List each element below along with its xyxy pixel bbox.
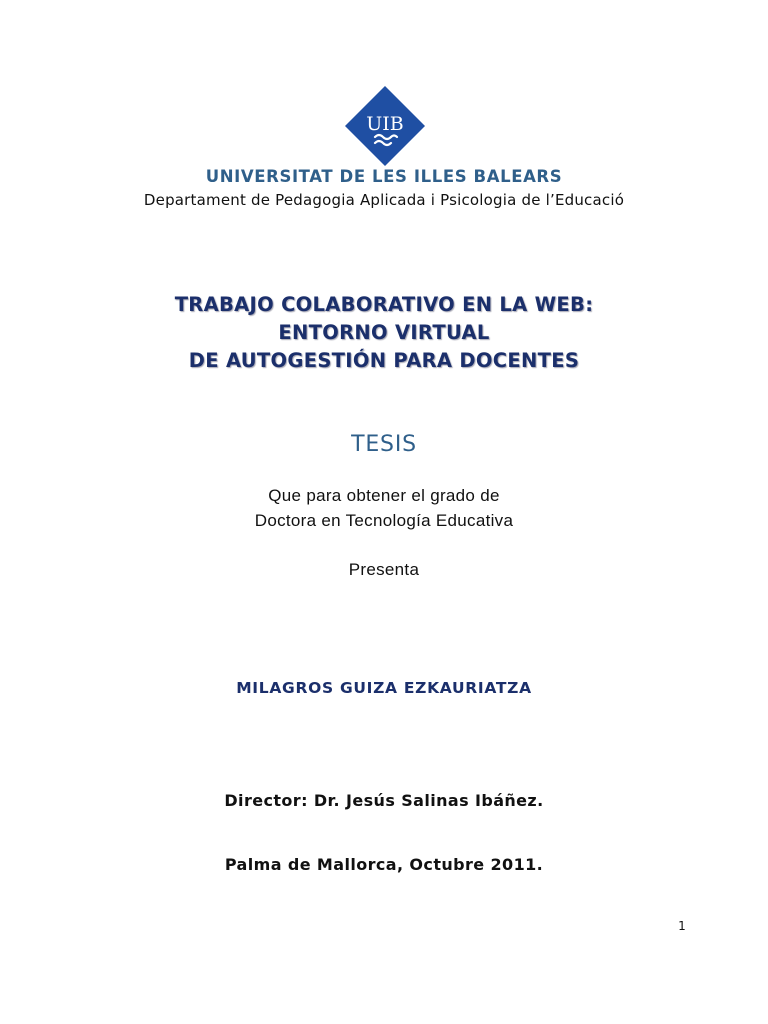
page-number: 1 — [678, 919, 686, 933]
document-type: TESIS — [351, 432, 417, 457]
degree-purpose-line-1: Que para obtener el grado de — [268, 486, 500, 505]
thesis-title-line-2: ENTORNO VIRTUAL — [278, 321, 490, 344]
author-name: MILAGROS GUIZA EZKAURIATZA — [236, 679, 532, 697]
uib-diamond-logo-icon — [344, 85, 426, 167]
logo-text: UIB — [366, 113, 404, 135]
thesis-title-line-3: DE AUTOGESTIÓN PARA DOCENTES — [188, 349, 580, 372]
director-line: Director: Dr. Jesús Salinas Ibáñez. — [224, 791, 544, 810]
department-name: Departament de Pedagogia Aplicada i Psicologia de l’Educació — [143, 191, 625, 209]
degree-purpose-line-2: Doctora en Tecnología Educativa — [254, 511, 514, 530]
university-name: UNIVERSITAT DE LES ILLES BALEARS — [205, 167, 563, 186]
thesis-title-line-1: TRABAJO COLABORATIVO EN LA WEB: — [174, 293, 594, 316]
place-date-line: Palma de Mallorca, Octubre 2011. — [224, 855, 544, 874]
presenta-label: Presenta — [348, 560, 420, 579]
uib-logo — [344, 85, 426, 167]
